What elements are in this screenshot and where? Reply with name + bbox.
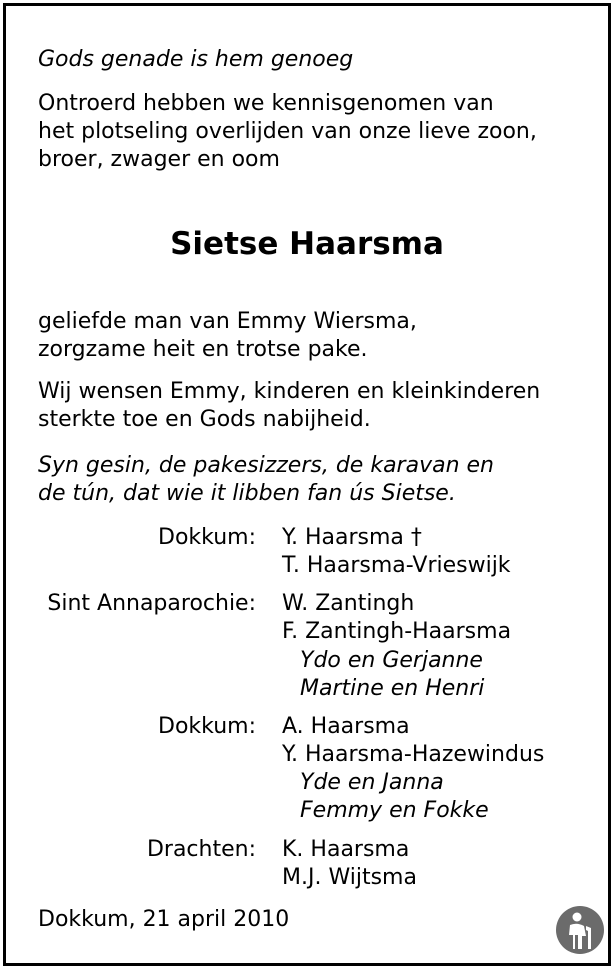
family-name: T. Haarsma-Vrieswijk (282, 553, 511, 578)
family-name: F. Zantingh-Haarsma (282, 619, 512, 644)
family-name: Y. Haarsma-Hazewindus (282, 742, 545, 767)
family-name: M.J. Wijtsma (282, 865, 417, 890)
wishes-line-2: sterkte toe en Gods nabijheid. (38, 407, 371, 432)
description-line-1: geliefde man van Emmy Wiersma, (38, 309, 417, 334)
family-place: Dokkum: (158, 714, 256, 739)
description-line-2: zorgzame heit en trotse pake. (38, 337, 368, 362)
wishes-line-1: Wij wensen Emmy, kinderen en kleinkinderen (38, 379, 541, 404)
family-children: Ydo en Gerjanne (300, 648, 483, 673)
family-name: Y. Haarsma † (282, 525, 422, 550)
family-children: Femmy en Fokke (300, 798, 489, 823)
intro-line-1: Ontroerd hebben we kennisgenomen van (38, 91, 494, 116)
family-name: A. Haarsma (282, 714, 410, 739)
family-children: Yde en Janna (300, 770, 444, 795)
family-place: Drachten: (146, 837, 256, 862)
intro-line-2: het plotseling overlijden van onze lieve zoon, (38, 119, 537, 144)
family-children: Martine en Henri (300, 676, 485, 701)
family-name: W. Zantingh (282, 591, 415, 616)
family-place: Dokkum: (158, 525, 256, 550)
mourning-figure-icon (555, 905, 605, 955)
intro-line-3: broer, zwager en oom (38, 147, 280, 172)
place-date: Dokkum, 21 april 2010 (38, 907, 290, 932)
deceased-name: Sietse Haarsma (170, 226, 444, 262)
frisian-line-2: de tún, dat wie it libben fan ús Sietse. (38, 481, 456, 506)
frisian-line-1: Syn gesin, de pakesizzers, de karavan en (38, 453, 494, 478)
family-name: K. Haarsma (282, 837, 410, 862)
motto: Gods genade is hem genoeg (38, 47, 354, 72)
family-place: Sint Annaparochie: (47, 591, 256, 616)
